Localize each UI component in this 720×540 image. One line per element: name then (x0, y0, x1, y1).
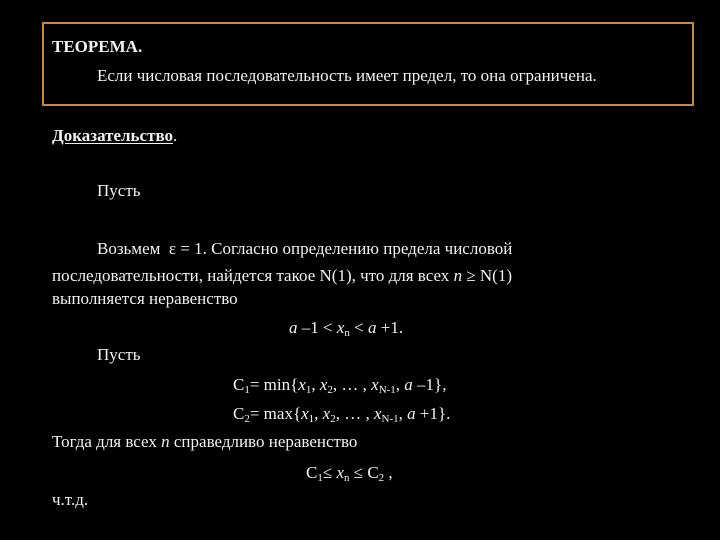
theorem-box (42, 22, 694, 106)
x-variable: x (336, 318, 345, 337)
proof-heading-text: Доказательство (52, 126, 174, 145)
formula-part: = max{ (249, 404, 302, 423)
formula-part: , (314, 404, 323, 423)
formula-part: , (395, 375, 405, 394)
a-variable: a (289, 318, 298, 337)
then-rest: справедливо неравенство (173, 432, 358, 451)
final-inequality (306, 463, 393, 483)
c-symbol: C (233, 375, 245, 394)
a-variable: a (407, 404, 416, 423)
c2-definition (233, 404, 450, 424)
inequality-intro: выполняется неравенство (52, 289, 238, 308)
x-variable: x (373, 404, 382, 423)
take-epsilon-line (97, 239, 512, 259)
x-variable: x (298, 375, 306, 394)
subscript: 1 (308, 413, 315, 425)
formula-part: –1}, (412, 375, 447, 394)
take-rest: = 1. Согласно определению предела числовой (180, 239, 513, 258)
subscript: n (344, 327, 350, 339)
theorem-title: ТЕОРЕМА. (52, 37, 143, 56)
x-variable: x (319, 375, 328, 394)
subscript: 2 (330, 413, 336, 425)
formula-part: ≤ (322, 463, 337, 482)
subscript: 2 (244, 413, 250, 425)
sequence-text: последовательности, найдется такое N(1), что для всех (52, 266, 450, 285)
x-variable: x (336, 463, 344, 482)
c-symbol: C (233, 404, 245, 423)
formula-part: , … , (335, 404, 374, 423)
ineq-part: +1. (376, 318, 404, 337)
formula-part: , (398, 404, 408, 423)
formula-part: ≤ C (349, 463, 379, 482)
ineq-part: –1 < (297, 318, 337, 337)
subscript: N-1 (378, 384, 396, 396)
formula-part: , (384, 463, 393, 482)
a-variable: a (367, 318, 377, 337)
ineq-part: < (349, 318, 368, 337)
let-line-2: Пусть (97, 345, 141, 364)
c1-definition (233, 375, 446, 395)
subscript: 1 (305, 384, 312, 396)
theorem-statement: Если числовая последовательность имеет предел, то она ограничена. (97, 66, 597, 85)
n-condition: ≥ N(1) (466, 266, 512, 285)
then-line (52, 432, 357, 452)
formula-part: , (311, 375, 320, 394)
x-variable: x (371, 375, 379, 394)
inequality-bounds (289, 318, 403, 338)
take-text: Возьмем (97, 239, 161, 258)
subscript: 1 (317, 472, 323, 484)
proof-heading-dot: . (173, 126, 178, 145)
subscript: N-1 (381, 413, 399, 425)
subscript: 2 (378, 472, 385, 484)
c-symbol: C (306, 463, 318, 482)
subscript: 2 (327, 384, 333, 396)
n-variable: n (161, 432, 170, 451)
x-variable: x (301, 404, 309, 423)
epsilon-symbol: ε (168, 239, 177, 258)
qed: ч.т.д. (52, 490, 89, 509)
x-variable: x (322, 404, 331, 423)
formula-part: +1}. (415, 404, 451, 423)
formula-part: = min{ (249, 375, 299, 394)
subscript: 1 (244, 384, 250, 396)
n-variable: n (453, 266, 463, 285)
formula-part: , … , (332, 375, 372, 394)
a-variable: a (404, 375, 413, 394)
sequence-line (52, 266, 512, 286)
proof-heading (52, 126, 177, 146)
then-text: Тогда для всех (52, 432, 157, 451)
let-line-1: Пусть (97, 181, 141, 200)
subscript: n (343, 472, 350, 484)
